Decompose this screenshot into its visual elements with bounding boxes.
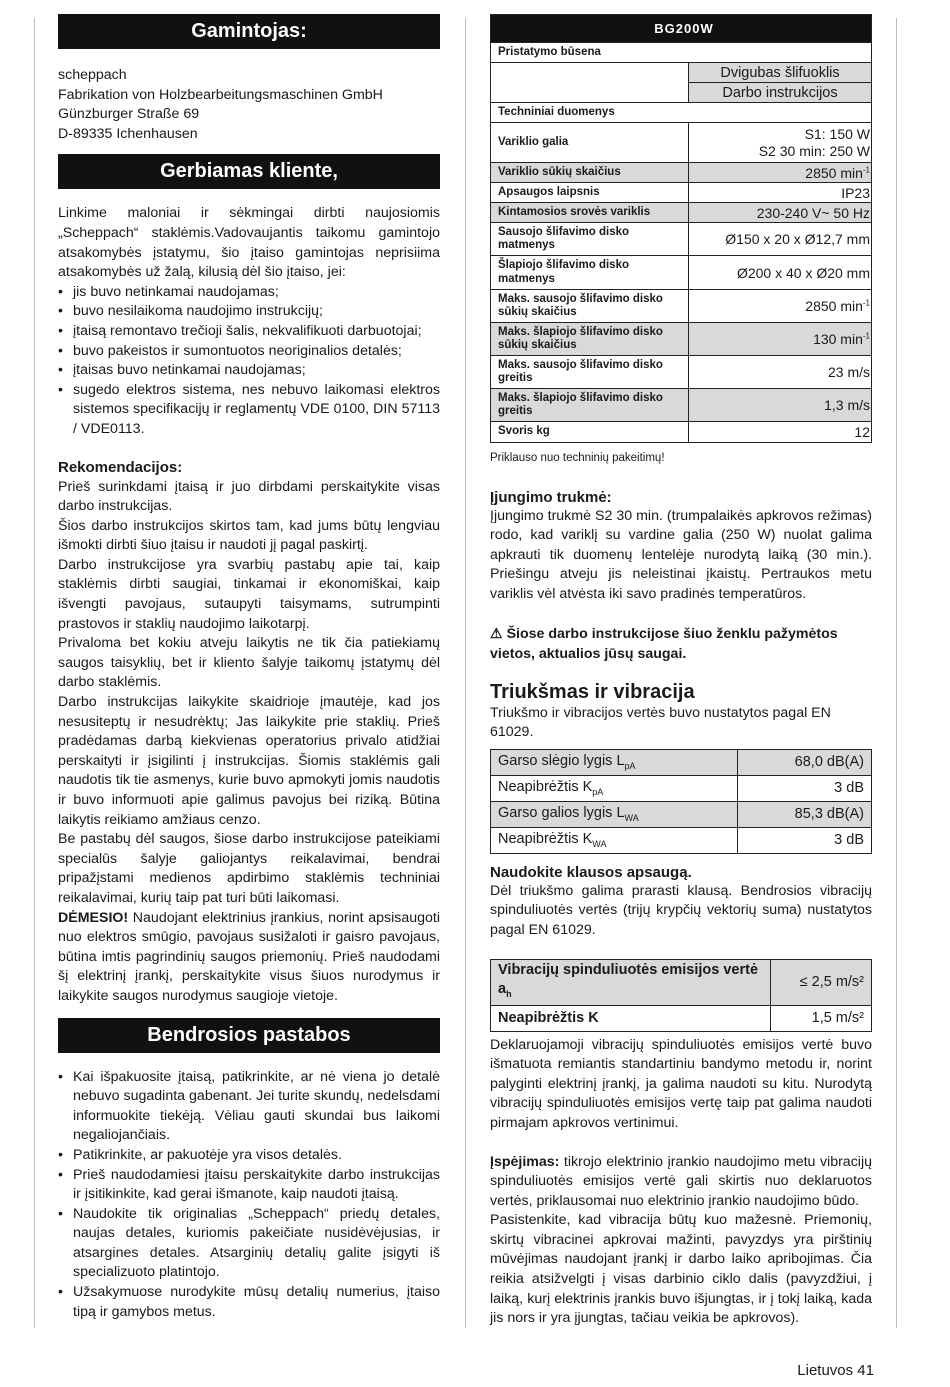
manufacturer-address xyxy=(58,66,440,144)
spec-label: Maks. sausojo šlifavimo disko sūkių skaičius xyxy=(491,290,689,323)
paragraph: Be pastabų dėl saugos, šiose darbo instrukcijose pateikiami specialūs šalyje galiojantys reikalavimai, bendrai pripažįstami medienos apdirbimo staklėmis techniniai reikalavimai, kurių taip pat turi būti laikomasi. xyxy=(58,831,440,906)
spec-row xyxy=(491,389,872,422)
noise-label: Garso slėgio lygis $L_{pA}$ xyxy=(491,749,738,775)
list-item: • Patikrinkite, ar pakuotėje yra visos detalės. xyxy=(58,1146,440,1166)
spec-label: Svoris kg xyxy=(491,422,689,443)
spec-row xyxy=(491,256,872,290)
page-footer: Lietuvos 41 xyxy=(797,1362,874,1379)
warning-triangle-icon: ⚠ xyxy=(490,624,503,641)
attention-label: DĖMESIO! xyxy=(58,909,129,926)
noise-value: 3 dB xyxy=(738,827,872,853)
spec-value: Ø200 x 40 x Ø20 mm xyxy=(689,256,872,290)
vibration-row xyxy=(491,1005,872,1031)
spec-value: 1,3 m/s xyxy=(689,389,872,422)
spec-value: 23 m/s xyxy=(689,356,872,389)
safety-warning: ⚠ Šiose darbo instrukcijose šiuo ženklu pažymėtos vietos, aktualios jūsų saugai. xyxy=(490,624,838,662)
spec-label: Maks. sausojo šlifavimo disko greitis xyxy=(491,356,689,389)
caution-label: Įspėjimas: xyxy=(490,1153,560,1170)
spec-label: Variklio sūkių skaičius xyxy=(491,163,689,183)
spec-table xyxy=(490,14,872,443)
spec-note: Priklauso nuo techninių pakeitimų! xyxy=(490,452,665,464)
delivery-item: Dvigubas šlifuoklis xyxy=(689,63,872,83)
spec-row xyxy=(491,183,872,203)
spec-value: IP23 xyxy=(689,183,872,203)
spec-value: 230-240 V~ 50 Hz xyxy=(689,203,872,223)
spec-row xyxy=(491,323,872,356)
duty-cycle-heading: Įjungimo trukmė: xyxy=(490,488,612,506)
list-item: • Naudokite tik originalias „Scheppach“ priedų detales, naujas detales, kuriomis pakeičiate nusidėvėjusias, ir atsargines detales. Atsarginių detalių galite įsigyti iš specializuoto platintojo. xyxy=(58,1205,440,1283)
list-item: • sugedo elektros sistema, nes nebuvo laikomasi elektros sistemos specifikacijų ir reglamentų VDE 0100, DIN 57113 / VDE0113. xyxy=(58,381,440,440)
center-divider-line xyxy=(465,18,466,1328)
hearing-text: Dėl triukšmo galima prarasti klausą. Bendrosios vibracijų spinduliuotės vertės (trijų krypčių vektorių suma) nustatytos pagal EN 61029. xyxy=(490,882,872,938)
spec-label: Variklio galia xyxy=(491,123,689,163)
attention-text: Naudojant elektrinius įrankius, norint apsisaugoti nuo elektros smūgio, pavojaus susižaloti ir gaisro pavojaus, būtina imtis pagrindinių saugos priemonių. Prieš naudodami šį elektrinį įrankį, perskaitykite visus šiuos nurodymus ir laikykite saugos nurodymus saugioje vietoje. xyxy=(58,909,440,1004)
delivery-label: Pristatymo būsena xyxy=(491,43,872,63)
customer-heading: Gerbiamas kliente, xyxy=(58,154,440,189)
liability-list xyxy=(58,283,440,440)
noise-vibration-heading: Triukšmas ir vibracija xyxy=(490,680,695,703)
spec-value: 2850 $\min^{-1}$ xyxy=(689,290,872,323)
noise-table xyxy=(490,749,872,854)
spec-row xyxy=(491,290,872,323)
tech-data-label: Techniniai duomenys xyxy=(491,103,872,123)
address-line: scheppach xyxy=(58,67,127,83)
spec-row xyxy=(491,422,872,443)
duty-cycle-text: Įjungimo trukmė S2 30 min. (trumpalaikės apkrovos režimas) rodo, kad variklį su vardine galia (250 W) nuolat galima apkrauti tik duomenų lentelėje nurodytą laiką (30 min.). Priešingu atveju jis neleistinai įkaistų. Pertraukos metu variklis vėl atvėsta iki savo pradinės temperatūros. xyxy=(490,507,872,602)
recommendations-heading: Rekomendacijos: xyxy=(58,458,183,476)
noise-value: 68,0 dB(A) xyxy=(738,749,872,775)
vibration-value: 1,5 m/s² xyxy=(771,1005,872,1031)
paragraph: Prieš surinkdami įtaisą ir juo dirbdami perskaitykite visas darbo instrukcijas. xyxy=(58,478,440,515)
manufacturer-heading: Gamintojas: xyxy=(58,14,440,49)
caution-paragraph: Įspėjimas: tikrojo elektrinio įrankio naudojimo metu vibracijų spinduliuotės emisijos vertė gali skirtis nuo deklaruotos vertės, priklausomai nuo elektrinio įrankio naudojimo būdo. xyxy=(490,1153,872,1209)
list-item: • buvo pakeistos ir sumontuotos neoriginalios detalės; xyxy=(58,342,440,362)
address-line: Günzburger Straße 69 xyxy=(58,106,200,123)
list-item: • įtaisas buvo netinkamai naudojamas; xyxy=(58,361,440,381)
general-notes-heading: Bendrosios pastabos xyxy=(58,1018,440,1053)
list-item: • buvo nesilaikoma naudojimo instrukcijų; xyxy=(58,302,440,322)
noise-value: 85,3 dB(A) xyxy=(738,801,872,827)
noise-intro: Triukšmo ir vibracijos vertės buvo nustatytos pagal EN 61029. xyxy=(490,704,831,741)
address-line: Fabrikation von Holzbearbeitungsmaschinen GmbH xyxy=(58,86,383,103)
vibration-label: Vibracijų spinduliuotės emisijos vertė $a_h$ xyxy=(491,959,771,1005)
noise-value: 3 dB xyxy=(738,775,872,801)
spec-label: Kintamosios srovės variklis xyxy=(491,203,689,223)
spec-value: Ø150 x 20 x Ø12,7 mm xyxy=(689,223,872,256)
hearing-protection-heading: Naudokite klausos apsaugą. xyxy=(490,863,692,881)
noise-label: Neapibrėžtis $K_{WA}$ xyxy=(491,827,738,853)
vibration-value: ≤ 2,5 m/s² xyxy=(771,959,872,1005)
spec-row xyxy=(491,203,872,223)
list-item: • Prieš naudodamiesi įtaisu perskaitykite darbo instrukcijas ir įsitikinkite, kad gerai išmanote, kaip naudoti įtaisą. xyxy=(58,1166,440,1205)
spec-value: S1: 150 W S2 30 min: 250 W xyxy=(689,123,872,163)
spec-row xyxy=(491,223,872,256)
spec-label: Apsaugos laipsnis xyxy=(491,183,689,203)
general-notes-list xyxy=(58,1068,440,1323)
noise-row xyxy=(491,775,872,801)
noise-row xyxy=(491,801,872,827)
left-column xyxy=(58,14,440,1322)
address-line: D-89335 Ichenhausen xyxy=(58,125,198,142)
spec-label: Maks. šlapiojo šlifavimo disko greitis xyxy=(491,389,689,422)
spec-label: Sausojo šlifavimo disko matmenys xyxy=(491,223,689,256)
list-item: • įtaisą remontavo trečioji šalis, nekvalifikuoti darbuotojai; xyxy=(58,322,440,342)
spec-label: Šlapiojo šlifavimo disko matmenys xyxy=(491,256,689,290)
spec-row xyxy=(491,163,872,183)
model-name: BG200W xyxy=(491,15,872,43)
attention-paragraph xyxy=(58,909,440,1007)
vibration-table xyxy=(490,959,872,1032)
spec-value: 2850 $\min^{-1}$ xyxy=(689,163,872,183)
right-column xyxy=(490,14,872,1329)
delivery-item: Darbo instrukcijos xyxy=(689,83,872,103)
paragraph: Privaloma bet kokiu atveju laikytis ne tik čia patiekiamų saugos taisyklių, bet ir kliento šalyje taikomų įstatymų dėl darbo staklėmis. xyxy=(58,635,440,691)
customer-intro: Linkime maloniai ir sėkmingai dirbti naujosiomis „Scheppach“ staklėmis.Vadovaujantis taikomu gamintojo atsakomybės įstatymu, šio įtaiso gamintojas neprisiima atsakomybės už žalą, kilusią dėl šio įtaiso, jei: xyxy=(58,205,440,281)
list-item: • jis buvo netinkamai naudojamas; xyxy=(58,283,440,303)
spec-label: Maks. šlapiojo šlifavimo disko sūkių skaičius xyxy=(491,323,689,356)
spec-value: 130 $\min^{-1}$ xyxy=(689,323,872,356)
vibration-row xyxy=(491,959,872,1005)
right-margin-line xyxy=(896,18,897,1328)
recommendations-body xyxy=(58,478,440,1007)
spec-row xyxy=(491,123,872,163)
noise-label: Garso galios lygis $L_{WA}$ xyxy=(491,801,738,827)
vibration-reduction-text: Pasistenkite, kad vibracija būtų kuo mažesnė. Priemonių, skirtų vibracinei apkrovai mažinti, pavyzdys yra pirštinių mūvėjimas naudojant įrankį ir darbo laiko apribojimas. Čia reikia atsižvelgti į visas darbinio ciklo dalis (pavyzdžiui, į laiką, kurį elektrinis įrankis buvo išjungtas, ir į tokį laiką, kada jis nors ir yra įjungtas, tačiau veikia be apkrovos). xyxy=(490,1212,872,1327)
spec-value: 12 xyxy=(689,422,872,443)
noise-label: Neapibrėžtis $K_{pA}$ xyxy=(491,775,738,801)
list-item: • Kai išpakuosite įtaisą, patikrinkite, ar nė viena jo detalė nebuvo sugadinta gabenant. Jei turite skundų, nedelsdami informuokite tiekėją. Vėliau gauti skundai bus laikomi negaliojančiais. xyxy=(58,1068,440,1146)
noise-row xyxy=(491,827,872,853)
paragraph: Darbo instrukcijas laikykite skaidrioje įmautėje, kad jos nesusiteptų ir nesudrėktų; Jas laikykite prie staklių. Prieš pradėdamas darbą kiekvienas operatorius privalo atidžiai perskaityti ir įsigilinti į instrukcijas. Šiomis staklėmis gali naudotis tik tie asmenys, kurie buvo apmokyti jomis naudotis ir buvo informuoti apie galimus pavojus bei riziką. Būtina laikytis reikiamo amžiaus cenzo. xyxy=(58,694,440,828)
left-margin-line xyxy=(34,18,35,1328)
declared-value-text: Deklaruojamoji vibracijų spinduliuotės emisijos vertė buvo išmatuota remiantis standartiniu bandymo metodu ir, norint palyginti elektrinį įrankį, ja galima naudoti su kitu. Nurodytą vibracijų spinduliuotės emisijos vertę taip pat galima naudoti pirmajam apkrovos vertinimui. xyxy=(490,1036,872,1131)
spec-row xyxy=(491,356,872,389)
noise-row xyxy=(491,749,872,775)
paragraph: Darbo instrukcijose yra svarbių pastabų apie tai, kaip staklėmis dirbti saugiai, tinkamai ir ekonomiškai, kaip išvengti pavojaus, sutaupyti taisymams, sutrumpinti prastovos ir staklių naudojimo laikotarpį. xyxy=(58,556,440,632)
paragraph: Šios darbo instrukcijos skirtos tam, kad jums būtų lengviau išmokti dirbti šiuo įtaisu ir naudoti jį pagal paskirtį. xyxy=(58,517,440,554)
list-item: • Užsakymuose nurodykite mūsų detalių numerius, įtaiso tipą ir gamybos metus. xyxy=(58,1283,440,1322)
vibration-label: Neapibrėžtis K xyxy=(491,1005,771,1031)
